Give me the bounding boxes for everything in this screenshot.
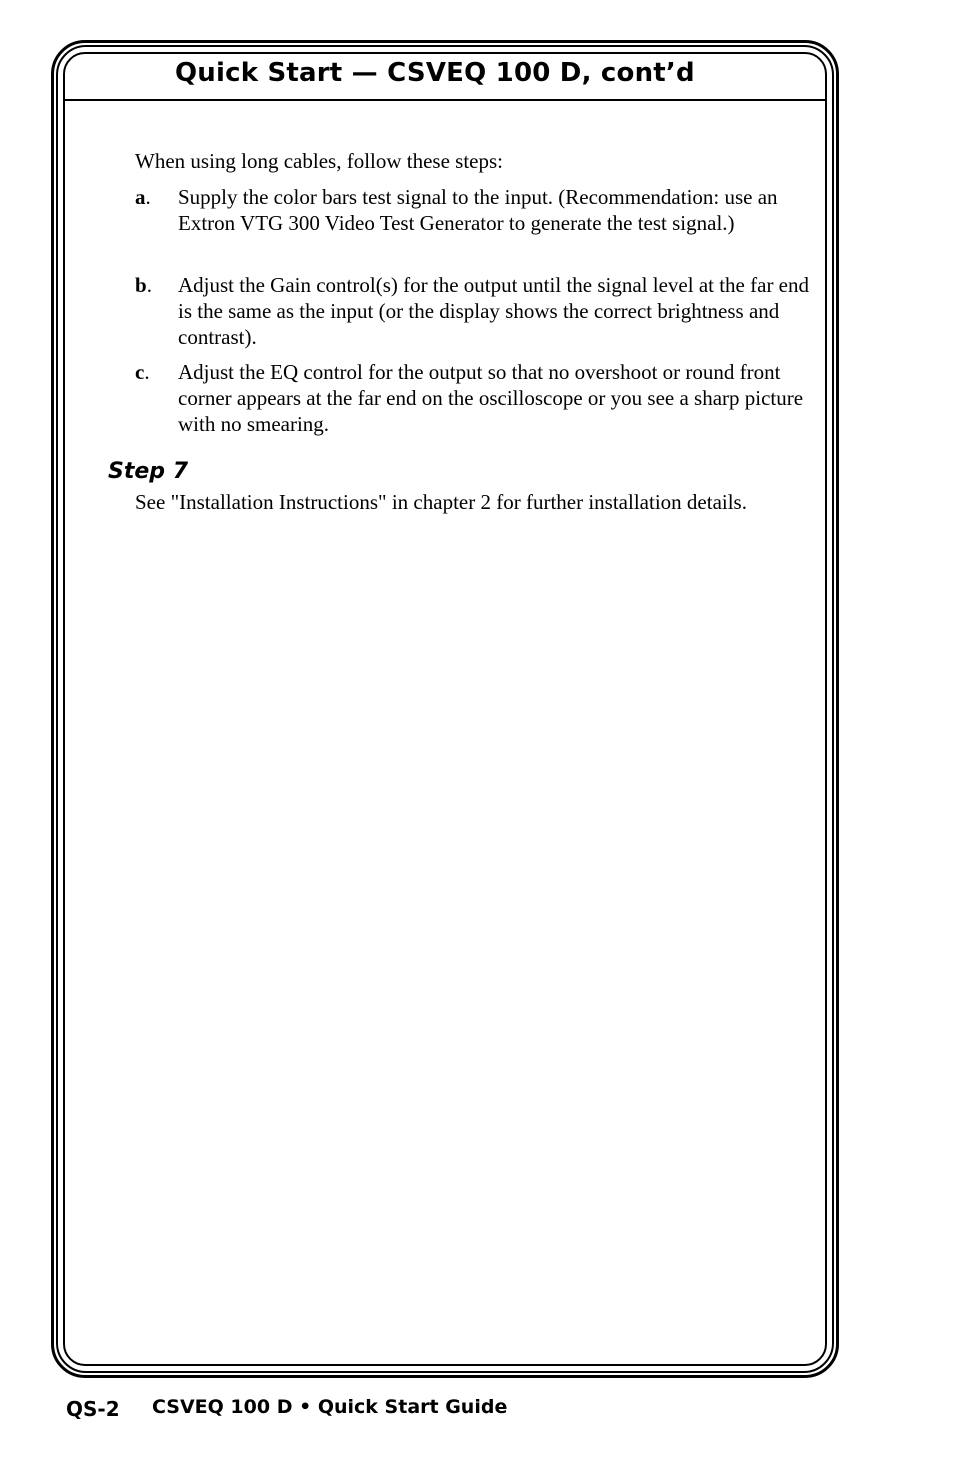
step-text: Adjust the EQ control for the output so that no overshoot or round front corner appears at the far end on the oscilloscope or you see a sharp picture with no smearing. bbox=[178, 360, 804, 436]
step-letter: b. bbox=[135, 273, 152, 297]
step-text: Supply the color bars test signal to the input. (Recommendation: use an Extron VTG 300 Video Test Generator to generate the test signal.) bbox=[178, 185, 778, 235]
page-border-inner bbox=[63, 52, 827, 1366]
intro-text: When using long cables, follow these steps: bbox=[135, 149, 504, 173]
step-letter: a. bbox=[135, 185, 151, 209]
footer-document-title: CSVEQ 100 D • Quick Start Guide bbox=[152, 1396, 508, 1418]
step-7-heading: Step 7 bbox=[108, 459, 188, 484]
step-text: Adjust the Gain control(s) for the output until the signal level at the far end is the same as the input (or the display shows the correct brightness and contrast). bbox=[178, 273, 810, 349]
page-title: Quick Start — CSVEQ 100 D, cont’d bbox=[175, 58, 695, 88]
step-letter: c. bbox=[135, 360, 150, 384]
title-divider bbox=[65, 99, 825, 101]
footer-page-number: QS-2 bbox=[66, 1397, 120, 1421]
step-7-text: See "Installation Instructions" in chapter 2 for further installation details. bbox=[135, 490, 747, 514]
